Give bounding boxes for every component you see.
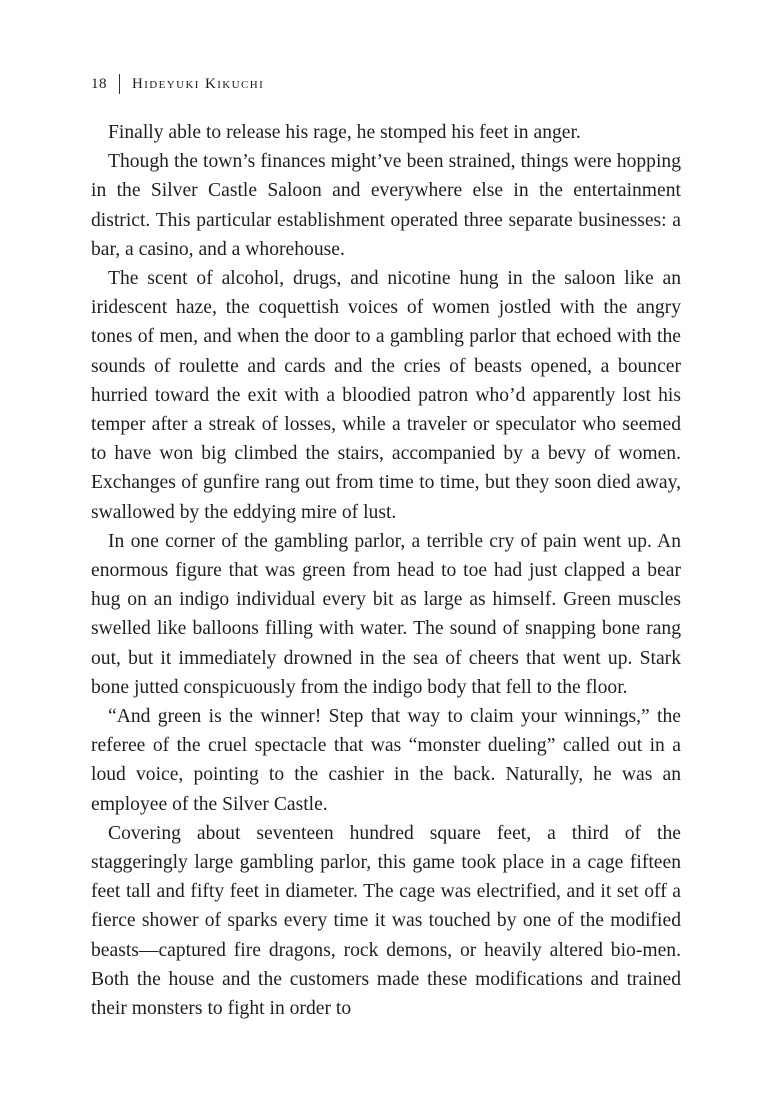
paragraph: “And green is the winner! Step that way to claim your winnings,” the referee of the cruel spectacle that was “monster dueling” called out in a loud voice, pointing to the cashier in the back. Naturally, he was an employee of the Silver Castle. [91, 706, 681, 815]
author-name: Hideyuki Kikuchi [132, 75, 265, 92]
paragraph: In one corner of the gambling parlor, a terrible cry of pain went up. An enormous figure that was green from head to toe had just clapped a bear hug on an indigo individual every bit as large as himself. Green muscles swelled like balloons filling with water. The sound of snapping bone rang out, but it immediately drowned in the sea of cheers that went up. Stark bone jutted conspicuously from the indigo body that fell to the floor. [91, 530, 681, 698]
paragraph: Finally able to release his rage, he stomped his feet in anger. [108, 122, 581, 143]
running-head [91, 70, 264, 98]
paragraph: The scent of alcohol, drugs, and nicotine hung in the saloon like an iridescent haze, the coquettish voices of women jostled with the angry tones of men, and when the door to a gambling parlor that echoed with the sounds of roulette and cards and the cries of beasts opened, a bouncer hurried toward the exit with a bloodied patron who’d apparently lost his temper after a streak of losses, while a traveler or speculator who seemed to have won big climbed the stairs, accompanied by a bevy of women. Exchanges of gunfire rang out from time to time, but they soon died away, swallowed by the eddying mire of lust. [91, 268, 681, 523]
page-number: 18 [91, 75, 107, 92]
body-text [91, 118, 681, 1023]
paragraph: Though the town’s finances might’ve been strained, things were hopping in the Silver Castle Saloon and everywhere else in the entertainment district. This particular establishment operated three separate businesses: a bar, a casino, and a whorehouse. [91, 151, 681, 260]
paragraph: Covering about seventeen hundred square feet, a third of the staggeringly large gambling parlor, this game took place in a cage fifteen feet tall and fifty feet in diameter. The cage was electrified, and it set off a fierce shower of sparks every time it was touched by one of the modified beasts—captured fire dragons, rock demons, or heavily altered bio-men. Both the house and the customers made these modifications and trained their monsters to fight in order to [91, 822, 681, 1020]
header-divider [119, 74, 120, 94]
